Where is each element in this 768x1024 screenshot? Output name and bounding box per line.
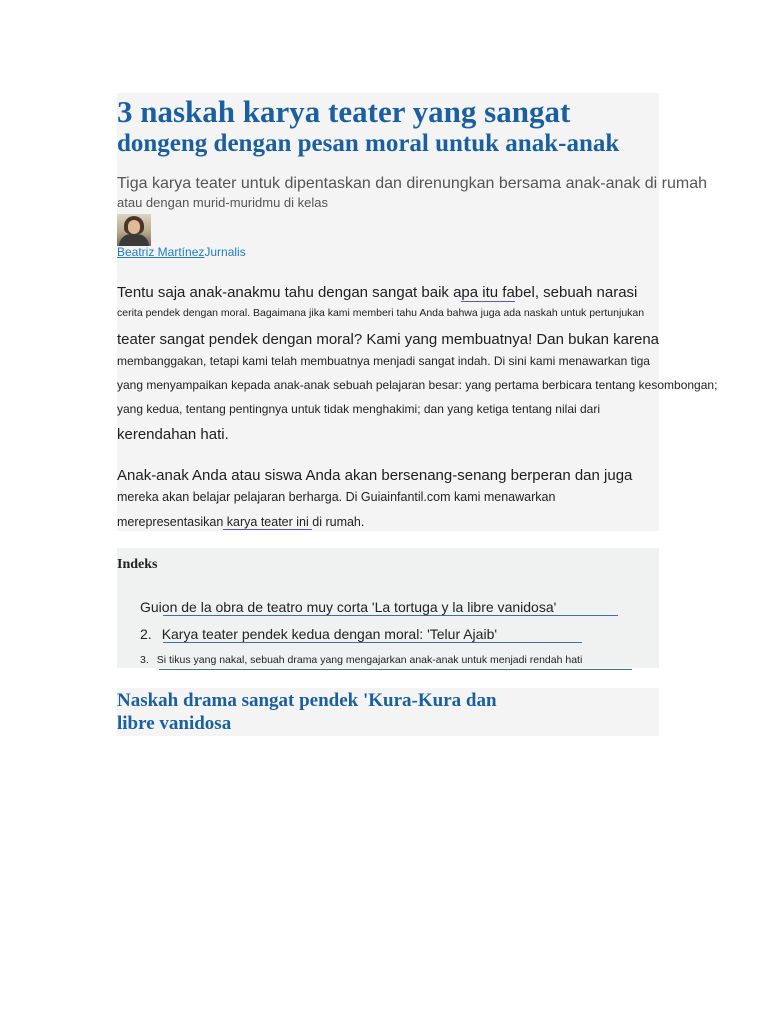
paragraph-1-line-3: teater sangat pendek dengan moral? Kami yang membuatnya! Dan bukan karena [117,331,660,348]
author-name-link[interactable]: Beatriz Martínez [117,245,205,259]
article-title-line-1: 3 naskah karya teater yang sangat [117,94,571,129]
paragraph-1-line-6: yang kedua, tentang pentingnya untuk tidak menghakimi; dan yang ketiga tentang nilai dari [117,402,600,416]
paragraph-1-line-4: membanggakan, tetapi kami telah membuatnya menjadi sangat indah. Di sini kami menawarkan tiga [117,354,650,368]
index-item-3[interactable]: 3. Si tikus yang nakal, sebuah drama yang mengajarkan anak-anak untuk menjadi rendah hati [140,654,583,666]
index-item-3-underline [159,669,632,670]
paragraph-1-line-2: cerita pendek dengan moral. Bagaimana jika kami memberi tahu Anda bahwa juga ada naskah untuk pertunjukan [117,307,645,319]
paragraph-1-line-1: Tentu saja anak-anakmu tahu dengan sangat baik apa itu fabel, sebuah narasi [117,284,638,301]
section-title-line-2: libre vanidosa [117,713,232,734]
fable-link[interactable]: pa itu fa [461,284,515,301]
section-title-line-1: Naskah drama sangat pendek 'Kura-Kura dan [117,690,497,711]
index-label: Indeks [117,557,158,572]
index-item-2[interactable]: 2. Karya teater pendek kedua dengan moral: 'Telur Ajaib' [140,626,498,642]
paragraph-1-line-5: yang menyampaikan kepada anak-anak sebuah pelajaran besar: yang pertama berbicara tentang kesombongan; [117,378,718,392]
article-subtitle-line-1: Tiga karya teater untuk dipentaskan dan direnungkan bersama anak-anak di rumah [117,175,707,192]
article-title-line-2: dongeng dengan pesan moral untuk anak-anak [117,130,620,157]
article-subtitle-line-2: atau dengan murid-muridmu di kelas [117,195,328,210]
index-item-1-underline [163,615,618,616]
author-avatar[interactable] [117,214,151,246]
paragraph-2-line-3: merepresentasikan karya teater ini di rumah. [117,515,365,529]
author-role: Jurnalis [204,245,246,259]
index-item-2-underline [163,642,582,643]
theater-works-link[interactable]: karya teater ini [223,515,313,529]
paragraph-2-line-1: Anak-anak Anda atau siswa Anda akan bersenang-senang berperan dan juga [117,467,633,484]
paragraph-2-line-2: mereka akan belajar pelajaran berharga. Di Guiainfantil.com kami menawarkan [117,490,556,504]
index-item-1[interactable]: Guion de la obra de teatro muy corta 'La tortuga y la libre vanidosa' [140,599,557,615]
author-byline [117,245,246,259]
paragraph-1-line-7: kerendahan hati. [117,426,229,443]
